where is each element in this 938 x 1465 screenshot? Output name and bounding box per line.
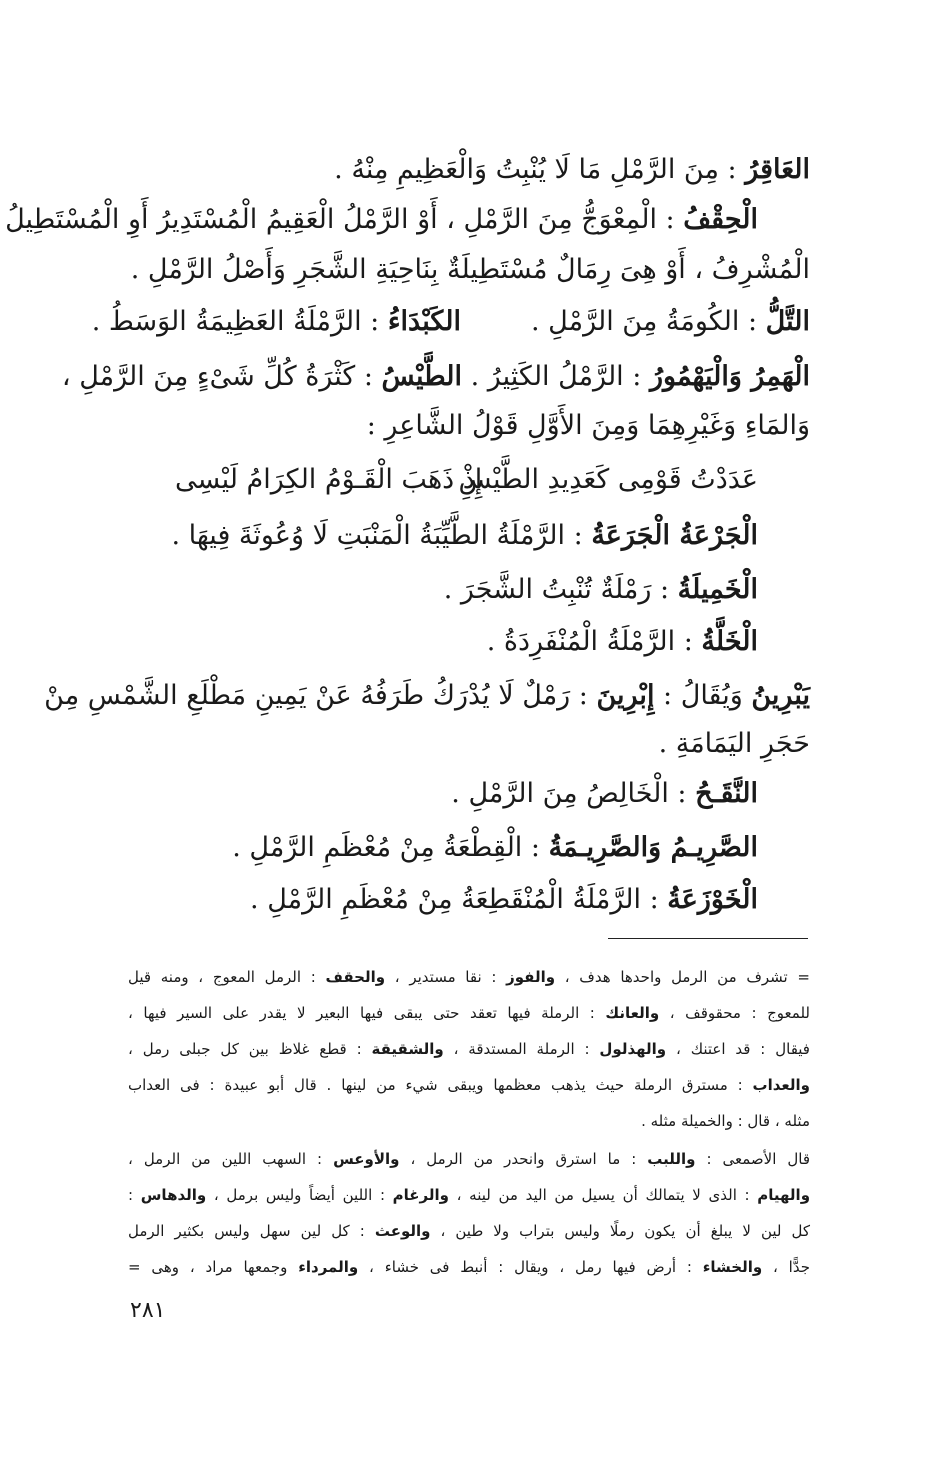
footnote-text: فيقال : قد اعتنك ، bbox=[666, 1040, 810, 1058]
footnote-term: والهيام bbox=[757, 1186, 811, 1204]
entry-kabdaa bbox=[92, 306, 461, 337]
definition: وَالمَاءِ وَغَيْرِهِمَا وَمِنَ الأَوَّلِ قَوْلُ الشَّاعِرِ : bbox=[366, 410, 810, 441]
entry-sarim bbox=[232, 826, 758, 870]
footnote-term: والوعث bbox=[374, 1222, 431, 1240]
footnote-text: للمعوج : محقوقف ، bbox=[659, 1004, 810, 1022]
verse-first-hemistich: عَدَدْتُ قَوْمِى كَعَدِيدِ الطَّيْسِ bbox=[458, 464, 758, 495]
headword: التَّلُّ bbox=[765, 306, 810, 337]
entry-tall-kabdaa bbox=[91, 300, 810, 344]
definition: : رَمْلٌ لَا يُدْرَكُ طَرَفُهُ عَنْ يَمِينِ مَطْلَعِ الشَّمْسِ مِنْ bbox=[44, 680, 597, 711]
footnote-term: والشقيقة bbox=[371, 1040, 444, 1058]
footnote-line bbox=[128, 1034, 810, 1064]
headword: الصَّرِيـمُ وَالصَّرِيـمَةُ bbox=[548, 832, 758, 863]
headword: النَّقَـحُ bbox=[695, 778, 758, 809]
headword: الْخَمِيلَةُ bbox=[677, 574, 758, 605]
headword: الْجَرْعَةُ الْجَرَعَةُ bbox=[591, 520, 758, 551]
entry-tall bbox=[531, 306, 810, 337]
verse-second-hemistich: إِذْ ذَهَبَ الْقَـوْمُ الكِرَامُ لَيْسِى bbox=[175, 464, 483, 495]
definition: : الرَّمْلُ الكَثِيرُ . bbox=[470, 361, 650, 392]
page-number: ٢٨١ bbox=[130, 1298, 166, 1323]
definition: حَجَرِ اليَمَامَةِ . bbox=[658, 728, 810, 759]
footnote-text: : كل لين سهل وليس بكثير الرمل bbox=[128, 1222, 375, 1240]
definition: : الرَّمْلَةُ العَظِيمَةُ الوَسَطُ . bbox=[91, 306, 388, 337]
entry-yabrin bbox=[44, 674, 810, 718]
entry-tays bbox=[62, 361, 462, 392]
footnote-text: : نقا مستدير ، bbox=[385, 968, 507, 986]
footnote-line bbox=[128, 1144, 810, 1174]
footnote-term: والحقف bbox=[325, 968, 386, 986]
footnote-text: وجمعها مراد ، وهى = bbox=[128, 1258, 299, 1276]
footnote-text: : اللين أيضاً وليس برمل ، bbox=[206, 1186, 393, 1204]
entry-yabrin-continued bbox=[659, 722, 810, 766]
footnote-text: مثله ، قال : والخميلة مثله . bbox=[641, 1112, 810, 1130]
footnote-line bbox=[128, 1070, 810, 1100]
headword: الكَبْدَاءُ bbox=[387, 306, 461, 337]
footnote-term: والعداب bbox=[752, 1076, 810, 1094]
definition: : الرَّمْلَةُ الْمُنْقَطِعَةُ مِنْ مُعْظَمِ الرَّمْلِ . bbox=[250, 884, 668, 915]
footnote-term: والخشاء bbox=[702, 1258, 763, 1276]
entry-hamr-tays bbox=[61, 355, 810, 399]
footnote-text: : قطع غلاظ بين كل جبلى رمل ، bbox=[128, 1040, 372, 1058]
entry-jaraa bbox=[171, 514, 758, 558]
footnote-text: : الذى لا يتمالك أن يسيل من اليد من لينه ، bbox=[448, 1186, 758, 1204]
entry-khawza bbox=[250, 878, 758, 922]
definition: الْمُشْرِفُ ، أَوْ هِىَ رِمَالٌ مُسْتَطِيلَةٌ بِنَاحِيَةِ الشَّجَرِ وَأَصْلُ الرَّمْلِ . bbox=[130, 254, 810, 285]
footnote-term: والمرداء bbox=[298, 1258, 359, 1276]
footnote-text: : السهب اللين من الرمل ، bbox=[128, 1150, 334, 1168]
entry-hiqf bbox=[5, 198, 758, 242]
definition: : الْخَالِصُ مِنَ الرَّمْلِ . bbox=[451, 778, 696, 809]
headword: الْخَوْزَعَةُ bbox=[667, 884, 758, 915]
footnote-text: : ما استرق وانحدر من الرمل ، bbox=[399, 1150, 648, 1168]
entry-aaqir bbox=[334, 148, 810, 192]
footnote-line bbox=[128, 1106, 810, 1136]
headword: الْهَمِرُ وَالْيَهْمُورُ bbox=[649, 361, 810, 392]
definition: : مِنَ الرَّمْلِ مَا لَا يُنْبِتُ وَالْعَظِيمِ مِنْهُ . bbox=[334, 154, 746, 185]
footnote-line bbox=[128, 1252, 810, 1282]
definition: : الْمِعْوَجُّ مِنَ الرَّمْلِ ، أَوْ الرَّمْلُ الْعَقِيمُ الْمُسْتَدِيرُ أَوِ الْمُسْتَطِيلُ bbox=[5, 204, 684, 235]
footnote-term: والأوعس bbox=[333, 1150, 400, 1168]
footnote-term: واللبب bbox=[647, 1150, 696, 1168]
footnote-text: : الرملة فيها تعقد حتى يبقى فيها البعير لا يقدر على السير فيها ، bbox=[128, 1004, 606, 1022]
footnote-text: : الرمل المعوج ، ومنه قيل bbox=[128, 968, 326, 986]
connector: وَيُقَالُ : bbox=[654, 680, 752, 711]
definition: : الكُومَةُ مِنَ الرَّمْلِ . bbox=[531, 306, 766, 337]
poetry-verse bbox=[175, 458, 758, 502]
footnote-term: والدهاس bbox=[140, 1186, 207, 1204]
footnote-term: والهذلول bbox=[599, 1040, 667, 1058]
footnote-line bbox=[128, 1216, 810, 1246]
footnote-text: : bbox=[128, 1186, 141, 1204]
headword: يَبْرِينُ bbox=[751, 680, 810, 711]
entry-naqh bbox=[451, 772, 758, 816]
entry-khamila bbox=[444, 568, 758, 612]
footnote-text: : أرض فيها رمل ، ويقال : أنبط فى خشاء ، bbox=[358, 1258, 703, 1276]
footnote-line bbox=[128, 962, 810, 992]
footnote-term: والرغام bbox=[392, 1186, 449, 1204]
headword: الْحِقْفُ bbox=[683, 204, 758, 235]
entry-hiqf-continued bbox=[131, 248, 810, 292]
definition: : الْقِطْعَةُ مِنْ مُعْظَمِ الرَّمْلِ . bbox=[232, 832, 549, 863]
headword: العَاقِرُ bbox=[745, 154, 810, 185]
footnote-text: = تشرف من الرمل واحدها هدف ، bbox=[555, 968, 810, 986]
definition: : رَمْلَةٌ تُنْبِتُ الشَّجَرَ . bbox=[443, 574, 678, 605]
footnote-text: قال الأصمعى : bbox=[695, 1150, 811, 1168]
footnote-text: كل لين لا يبلغ أن يكون رملًا وليس بتراب ولا طين ، bbox=[430, 1222, 811, 1240]
definition: : الرَّمْلَةُ الطَّيِّبَةُ الْمَنْبَتِ لَا وُعُوثَةَ فِيهَا . bbox=[171, 520, 592, 551]
headword-variant: إِبْرِينَ bbox=[596, 680, 655, 711]
footnote-term: والعانك bbox=[605, 1004, 660, 1022]
entry-hamr bbox=[471, 361, 810, 392]
footnote-text: : الرملة المستدقة ، bbox=[443, 1040, 600, 1058]
entry-khalla bbox=[487, 620, 758, 664]
footnote-text: : مسترق الرملة حيث يذهب معظمها ويبقى شيء من لينها . قال أبو عبيدة : فى العداب bbox=[128, 1076, 753, 1094]
footnote-line bbox=[128, 1180, 810, 1210]
footnote-term: والفوز bbox=[506, 968, 556, 986]
headword: الطَّيْسُ bbox=[381, 361, 462, 392]
footnote-text: جدًّا ، bbox=[762, 1258, 810, 1276]
definition: : كَثْرَةُ كُلِّ شَىْءٍ مِنَ الرَّمْلِ ، bbox=[61, 361, 382, 392]
definition: : الرَّمْلَةُ الْمُنْفَرِدَةُ . bbox=[486, 626, 702, 657]
footnote-separator bbox=[608, 938, 808, 939]
footnote-line bbox=[128, 998, 810, 1028]
headword: الْخَلَّةُ bbox=[701, 626, 758, 657]
entry-tays-continued bbox=[367, 404, 810, 448]
